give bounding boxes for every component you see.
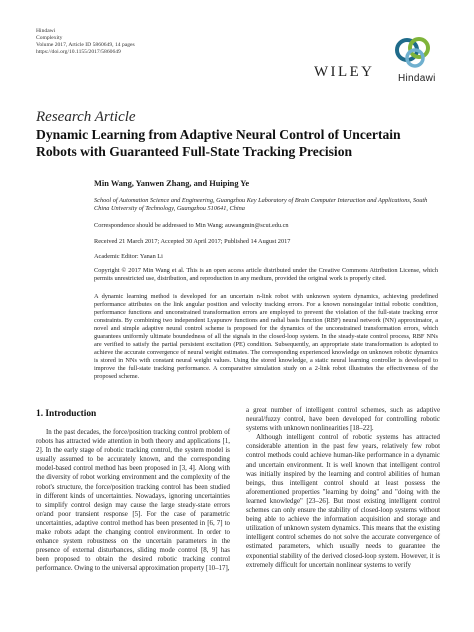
wiley-logo: WILEY: [314, 64, 375, 80]
doi-link[interactable]: https://doi.org/10.1155/2017/5860649: [36, 49, 121, 55]
paper-title: Dynamic Learning from Adaptive Neural Control of Uncertain Robots with Guaranteed Full-State Tracking Precision: [36, 127, 401, 159]
abstract: A dynamic learning method is developed for an uncertain n-link robot with unknown system dynamics, achieving predefined performance attributes on the link angular position and velocity tracking errors. For a known nonsingular initial robotic condition, performance functions and unconstrained transformation errors are employed to prevent the violation of the full-state tracking error constraints. By combining two independent Lyapunov functions and radial basis function (RBF) neural network (NN) approximator, a novel and simple adaptive neural control scheme is proposed for the dynamics of the unconstrained transformation errors, which guarantees uniformly ultimate boundedness of all the signals in the closed-loop system. In the steady-state control process, RBF NNs are verified to satisfy the partial persistent excitation (PE) condition. Subsequently, an appropriate state transformation is adopted to achieve the accurate convergence of neural weight estimates. The corresponding experienced knowledge on unknown robotic dynamics is stored in NNs with constant neural weight values. Using the stored knowledge, a static neural learning controller is developed to improve the full-state tracking performance. A comparative simulation study on a 2-link robot illustrates the effectiveness of the proposed scheme.: [94, 293, 438, 381]
journal-meta: [36, 28, 135, 56]
dates: Received 21 March 2017; Accepted 30 April 2017; Published 14 August 2017: [94, 238, 291, 245]
section-heading-introduction: 1. Introduction: [36, 409, 97, 419]
hindawi-rings-icon: [393, 36, 433, 70]
affiliation: School of Automation Science and Engineering, Guangzhou Key Laboratory of Brain Computer Interaction and Applications, South China University of Technology, Guangzhou 510641, China: [94, 197, 428, 213]
academic-editor: Academic Editor: Yanan Li: [94, 253, 163, 260]
hindawi-logo-text: Hindawi: [398, 73, 436, 84]
correspondence: Correspondence should be addressed to Min Wang; auwangmin@scut.edu.cn: [94, 222, 289, 229]
intro-paragraph-1: In the past decades, the force/position tracking control problem of robots has attracted wide attention in both theory and applications [1, 2]. In the early stage of robotic tracking control, the system model is usually assumed to be accurately known, and the corresponding model-based control method has been proposed in [3, 4]. Along with the diversity of robot working environment and the complexity of the robot's structure, the force/position tracking control has been studied in different kinds of uncertainties. Nowadays, ignoring uncertainties to simplify control design may cause the large steady-state errors or/and poor transient response [5]. For the case of parametric uncertainties, adaptive control method has been presented in [6, 7] to make robots adapt the changing control environment. In order to enhance system robustness on the uncertain parameters in the presence of external disturbances, sliding mode control [8, 9] has been proposed to obtain the desired robotic tracking control performance. Owing to the universal approximation property [10–17],: [36, 429, 230, 573]
article-type: Research Article: [36, 109, 136, 125]
copyright: Copyright © 2017 Min Wang et al. This is an open access article distributed under the Creative Commons Attribution License, which permits unrestricted use, distribution, and reproduction in any medium, provided the original work is properly cited.: [94, 267, 438, 283]
intro-paragraph-continued: a great number of intelligent control schemes, such as adaptive neural/fuzzy control, have been developed for controlling robotic systems with unknown nonlinearities [18–22].: [246, 407, 440, 433]
authors: Min Wang, Yanwen Zhang, and Huiping Ye: [94, 179, 250, 188]
intro-paragraph-2: Although intelligent control of robotic systems has attracted considerable attention in the past few years, relatively few robot control methods could achieve human-like performance in a dynamic and uncertain environment. It is well known that intelligent control was initially inspired by the learning and control abilities of human beings, thus intelligent control should at least possess the aforementioned properties "learning by doing" and "doing with the learned knowledge" [23–26]. But most existing intelligent control schemes can only ensure the stability of closed-loop systems without being able to achieve the information acquisition and storage and utilization of unknown system dynamics. This means that the existing intelligent control schemes do not solve the accurate convergence of estimated parameters, which usually needs to guarantee the exponential stability of the derived closed-loop system. However, it is extremely difficult for uncertain nonlinear systems to verify: [246, 434, 440, 569]
intro-left-column: [36, 428, 230, 574]
publisher-line: Hindawi: [36, 28, 56, 34]
journal-name: Complexity: [36, 35, 63, 41]
intro-right-column: [246, 406, 440, 570]
volume-line: Volume 2017, Article ID 5860649, 14 pages: [36, 42, 135, 48]
